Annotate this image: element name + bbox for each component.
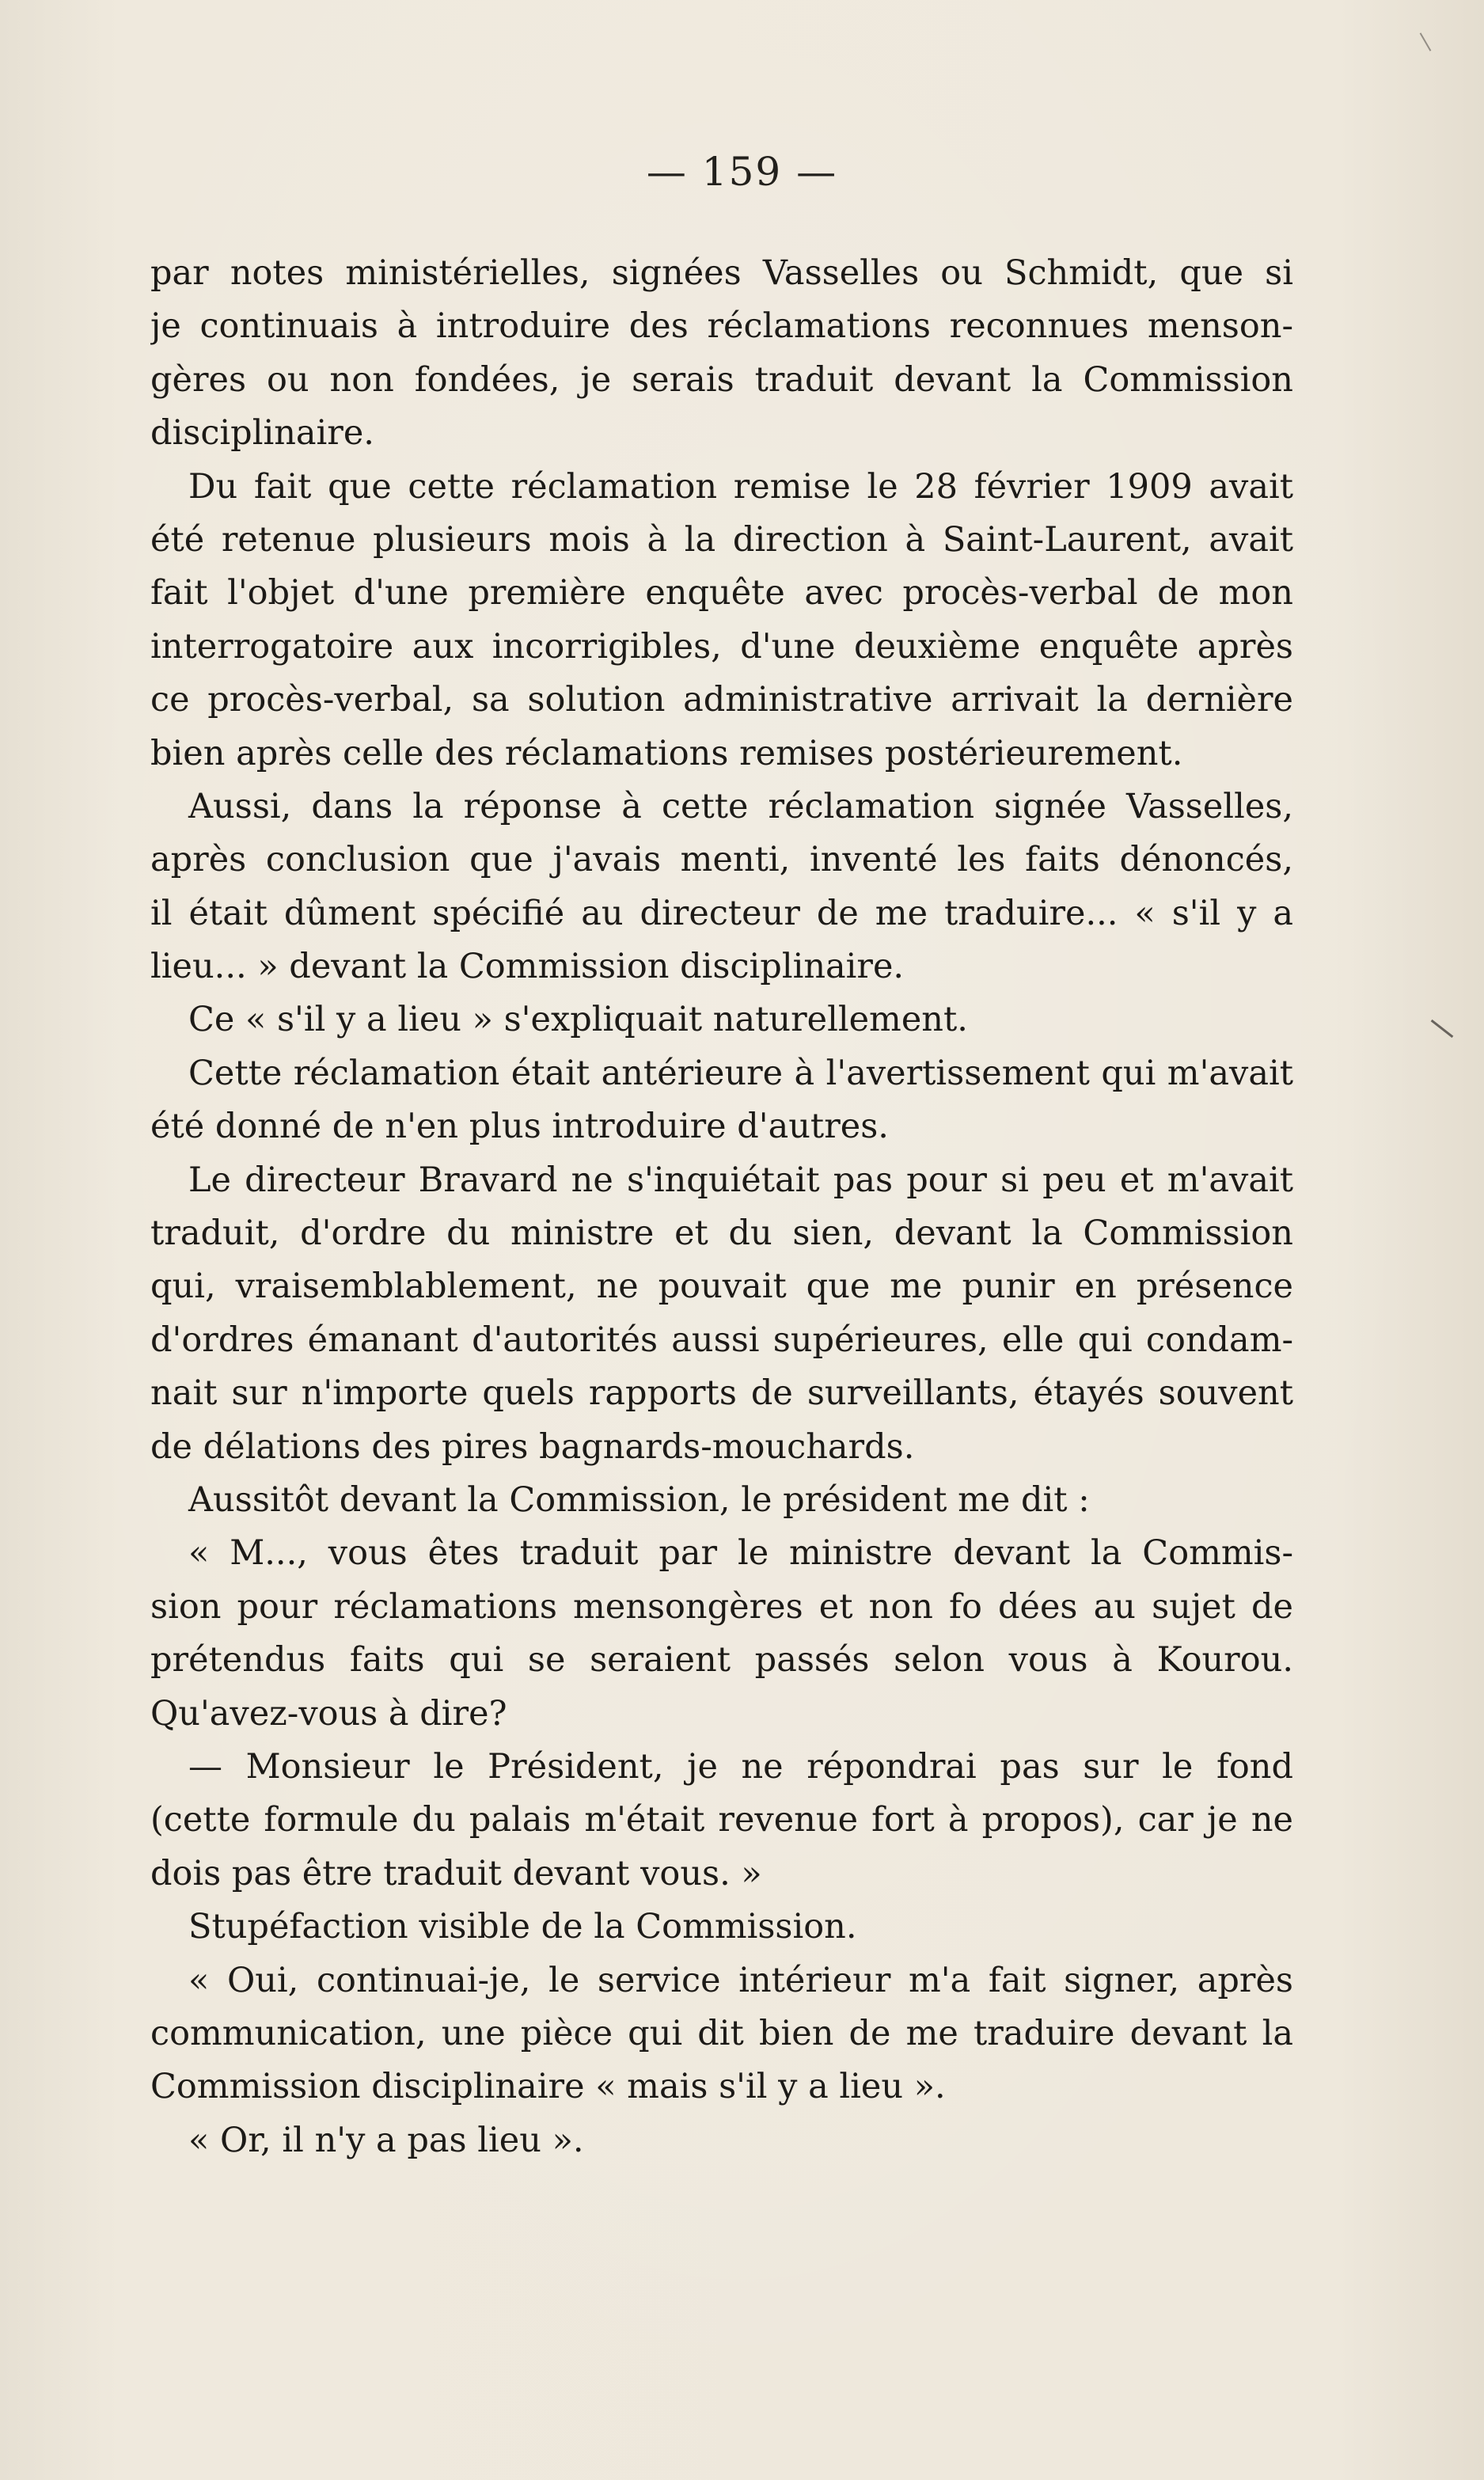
text-line: je continuais à introduire des réclamations reconnues menson- (150, 306, 1293, 347)
page-number: — 159 — (646, 149, 838, 195)
text-line: qui, vraisemblablement, ne pouvait que me punir en présence (150, 1267, 1293, 1307)
text-line: nait sur n'importe quels rapports de surveillants, étayés souvent (150, 1373, 1293, 1414)
text-line: après conclusion que j'avais menti, inventé les faits dénoncés, (150, 840, 1293, 880)
text-line: bien après celle des réclamations remises postérieurement. (150, 733, 1183, 773)
text-line: Du fait que cette réclamation remise le 28 février 1909 avait (188, 466, 1293, 507)
text-line: disciplinaire. (150, 413, 374, 454)
text-line: de délations des pires bagnards-mouchards. (150, 1426, 915, 1467)
text-line: lieu... » devant la Commission disciplinaire. (150, 947, 905, 987)
text-line: sion pour réclamations mensongères et non fo dées au sujet de (150, 1586, 1293, 1627)
text-line: d'ordres émanant d'autorités aussi supérieures, elle qui condam- (150, 1320, 1293, 1360)
text-line: « Or, il n'y a pas lieu ». (188, 2120, 584, 2160)
text-line: « M..., vous êtes traduit par le ministre devant la Commis- (188, 1533, 1293, 1574)
text-line: ce procès-verbal, sa solution administrative arrivait la dernière (150, 680, 1293, 720)
text-line: Cette réclamation était antérieure à l'avertissement qui m'avait (188, 1053, 1293, 1093)
text-line: « Oui, continuai-je, le service intérieur m'a fait signer, après (188, 1960, 1293, 2000)
pencil-mark (1420, 32, 1432, 51)
body-text (150, 247, 1293, 2167)
text-line: fait l'objet d'une première enquête avec procès-verbal de mon (150, 573, 1293, 613)
text-line: Stupéfaction visible de la Commission. (188, 1907, 857, 1947)
text-line: interrogatoire aux incorrigibles, d'une deuxième enquête après (150, 626, 1293, 667)
text-line: été retenue plusieurs mois à la direction à Saint-Laurent, avait (150, 519, 1293, 560)
text-line: Aussi, dans la réponse à cette réclamation signée Vasselles, (188, 786, 1293, 826)
pencil-mark (1431, 1020, 1454, 1038)
text-line: il était dûment spécifié au directeur de me traduire... « s'il y a (150, 893, 1293, 933)
text-line: par notes ministérielles, signées Vasselles ou Schmidt, que si (150, 253, 1293, 293)
text-line: prétendus faits qui se seraient passés selon vous à Kourou. (150, 1640, 1293, 1681)
text-line: traduit, d'ordre du ministre et du sien, devant la Commission (150, 1213, 1293, 1254)
text-line: Commission disciplinaire « mais s'il y a lieu ». (150, 2067, 946, 2107)
text-line: été donné de n'en plus introduire d'autres. (150, 1107, 889, 1147)
text-line: Ce « s'il y a lieu » s'expliquait naturellement. (188, 1000, 968, 1040)
text-line: gères ou non fondées, je serais traduit devant la Commission (150, 359, 1293, 400)
text-line: — Monsieur le Président, je ne répondrai pas sur le fond (188, 1746, 1293, 1787)
text-line: Aussitôt devant la Commission, le président me dit : (188, 1479, 1090, 1520)
text-line: communication, une pièce qui dit bien de me traduire devant la (150, 2013, 1293, 2053)
text-line: Qu'avez-vous à dire? (150, 1693, 507, 1734)
text-line: Le directeur Bravard ne s'inquiétait pas pour si peu et m'avait (188, 1160, 1293, 1200)
text-line: (cette formule du palais m'était revenue fort à propos), car je ne (150, 1800, 1293, 1840)
text-line: dois pas être traduit devant vous. » (150, 1853, 762, 1893)
